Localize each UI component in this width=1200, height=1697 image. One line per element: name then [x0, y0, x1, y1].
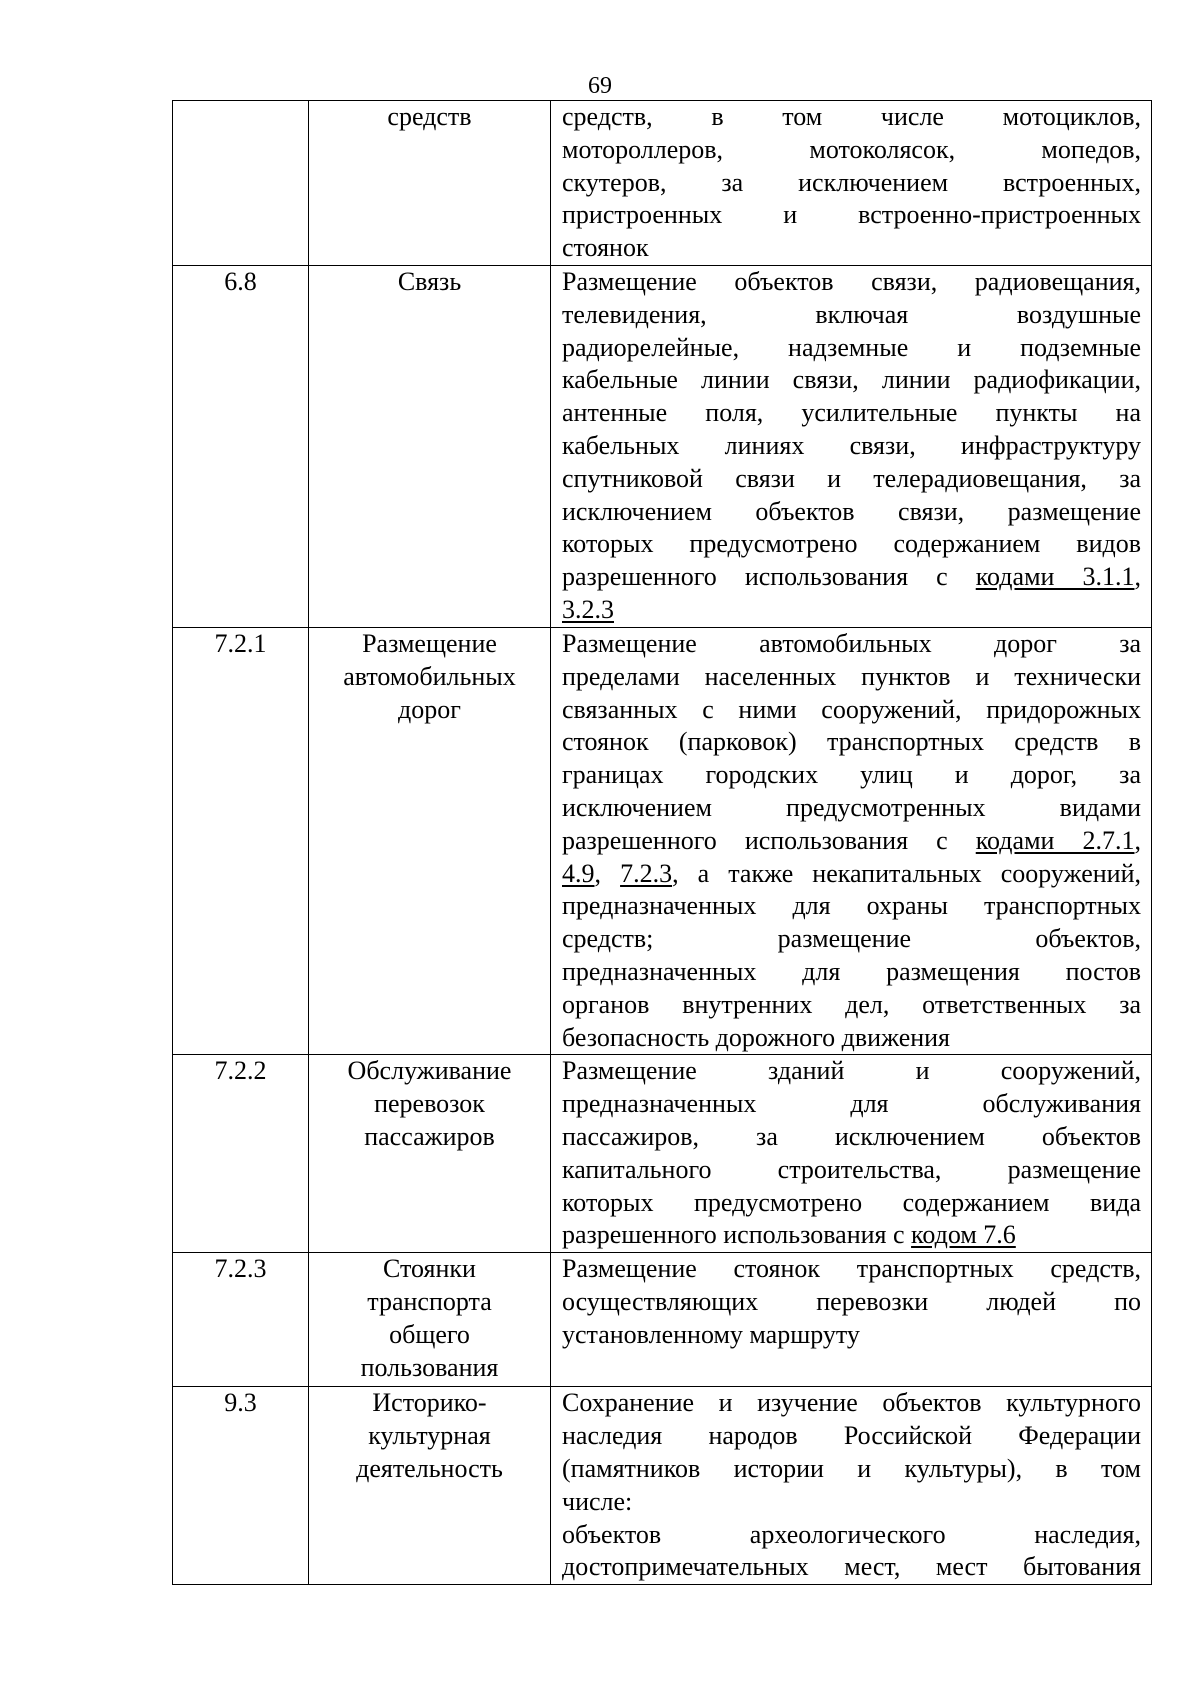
table-row — [173, 1055, 1152, 1253]
code-link[interactable]: кодом 7.6 — [911, 1220, 1016, 1250]
table-row — [173, 101, 1152, 266]
code-cell: 6.8 — [173, 265, 309, 627]
name-line: автомобильных — [343, 661, 516, 691]
name-cell — [309, 1055, 551, 1253]
description-line: наследия народов Российской Федерации — [562, 1421, 1141, 1451]
name-line: Связь — [397, 266, 462, 296]
description-line: Размещение стоянок транспортных средств, — [562, 1254, 1141, 1284]
description-line: стоянок — [562, 233, 649, 263]
land-use-table — [172, 100, 1152, 1585]
name-line: перевозок — [374, 1089, 485, 1119]
code-link[interactable]: 3.2.3 — [562, 594, 614, 624]
description-line: антенные поля, усилительные пункты на — [562, 398, 1141, 428]
table-row — [173, 1387, 1152, 1585]
description-line: скутеров, за исключением встроенных, — [562, 167, 1141, 197]
description-line: разрешенного использования с кодами 3.1.1, — [562, 562, 1141, 592]
description-line: органов внутренних дел, ответственных за — [562, 989, 1141, 1019]
name-line: средств — [387, 102, 472, 131]
description-line: пределами населенных пунктов и технически — [562, 661, 1141, 691]
description-line: спутниковой связи и телерадиовещания, за — [562, 463, 1141, 493]
description-line: достопримечательных мест, мест бытования — [562, 1552, 1141, 1582]
description-line: границах городских улиц и дорог, за — [562, 760, 1141, 790]
description-cell — [551, 1253, 1152, 1387]
code-link[interactable]: кодами 2.7.1 — [975, 825, 1135, 855]
description-line: пассажиров, за исключением объектов — [562, 1121, 1141, 1151]
description-line: Размещение автомобильных дорог за — [562, 628, 1141, 658]
code-link[interactable]: 4.9 — [562, 858, 595, 888]
description-line: капитального строительства, размещение — [562, 1154, 1141, 1184]
description-line: предназначенных для охраны транспортных — [562, 891, 1141, 921]
name-line: транспорта — [367, 1287, 492, 1317]
name-line: культурная — [368, 1421, 491, 1451]
description-cell — [551, 1387, 1152, 1585]
description-cell — [551, 101, 1152, 266]
description-line: осуществляющих перевозки людей по — [562, 1287, 1141, 1317]
description-line: безопасность дорожного движения — [562, 1022, 951, 1052]
table-row — [173, 1253, 1152, 1387]
name-cell — [309, 101, 551, 266]
description-line: (памятников истории и культуры), в том — [562, 1453, 1141, 1483]
description-line: которых предусмотрено содержанием вида — [562, 1187, 1141, 1217]
code-cell: 7.2.2 — [173, 1055, 309, 1253]
name-line: деятельность — [356, 1453, 503, 1483]
page-number: 69 — [588, 73, 612, 99]
description-line: предназначенных для обслуживания — [562, 1089, 1141, 1119]
description-line: кабельных линиях связи, инфраструктуру — [562, 430, 1141, 460]
description-line: мотороллеров, мотоколясок, мопедов, — [562, 134, 1141, 164]
code-cell: 9.3 — [173, 1387, 309, 1585]
description-line: исключением объектов связи, размещение — [562, 496, 1141, 526]
description-line: кабельные линии связи, линии радиофикации, — [562, 365, 1141, 395]
description-cell — [551, 265, 1152, 627]
description-cell — [551, 627, 1152, 1054]
description-line: средств, в том числе мотоциклов, — [562, 102, 1141, 131]
table-row — [173, 265, 1152, 627]
description-line: радиорелейные, надземные и подземные — [562, 332, 1141, 362]
description-line: объектов археологического наследия, — [562, 1519, 1141, 1549]
description-line: исключением предусмотренных видами — [562, 792, 1141, 822]
code-link[interactable]: кодами 3.1.1 — [975, 562, 1135, 592]
code-cell: 7.2.3 — [173, 1253, 309, 1387]
name-cell — [309, 1253, 551, 1387]
description-line: 4.9, 7.2.3, а также некапитальных сооружений, — [562, 858, 1141, 888]
name-line: Обслуживание — [347, 1056, 512, 1086]
name-line: пользования — [360, 1352, 499, 1382]
name-line: Стоянки — [383, 1254, 476, 1284]
description-line: пристроенных и встроенно-пристроенных — [562, 200, 1141, 230]
description-line: установленному маршруту — [562, 1319, 860, 1349]
description-line: Сохранение и изучение объектов культурного — [562, 1388, 1141, 1418]
description-line: разрешенного использования с кодами 2.7.1, — [562, 825, 1141, 855]
description-cell — [551, 1055, 1152, 1253]
description-line: предназначенных для размещения постов — [562, 956, 1141, 986]
description-line: числе: — [562, 1486, 633, 1516]
description-line: которых предусмотрено содержанием видов — [562, 529, 1141, 559]
name-cell — [309, 1387, 551, 1585]
code-cell: 7.2.1 — [173, 627, 309, 1054]
description-line: стоянок (парковок) транспортных средств в — [562, 727, 1141, 757]
name-cell — [309, 627, 551, 1054]
description-line — [562, 594, 1141, 627]
name-cell — [309, 265, 551, 627]
name-line: дорог — [398, 694, 461, 724]
description-line: разрешенного использования с кодом 7.6 — [562, 1220, 1016, 1250]
name-line: Историко- — [372, 1388, 487, 1418]
description-line: средств; размещение объектов, — [562, 924, 1141, 954]
name-line: пассажиров — [364, 1121, 495, 1151]
code-link[interactable]: 7.2.3 — [620, 858, 673, 888]
table-row — [173, 627, 1152, 1054]
name-line: Размещение — [362, 628, 497, 658]
description-line: Размещение зданий и сооружений, — [562, 1056, 1141, 1086]
description-line: телевидения, включая воздушные — [562, 299, 1141, 329]
code-cell — [173, 101, 309, 266]
description-line: Размещение объектов связи, радиовещания, — [562, 266, 1141, 296]
description-line: связанных с ними сооружений, придорожных — [562, 694, 1141, 724]
name-line: общего — [389, 1319, 470, 1349]
